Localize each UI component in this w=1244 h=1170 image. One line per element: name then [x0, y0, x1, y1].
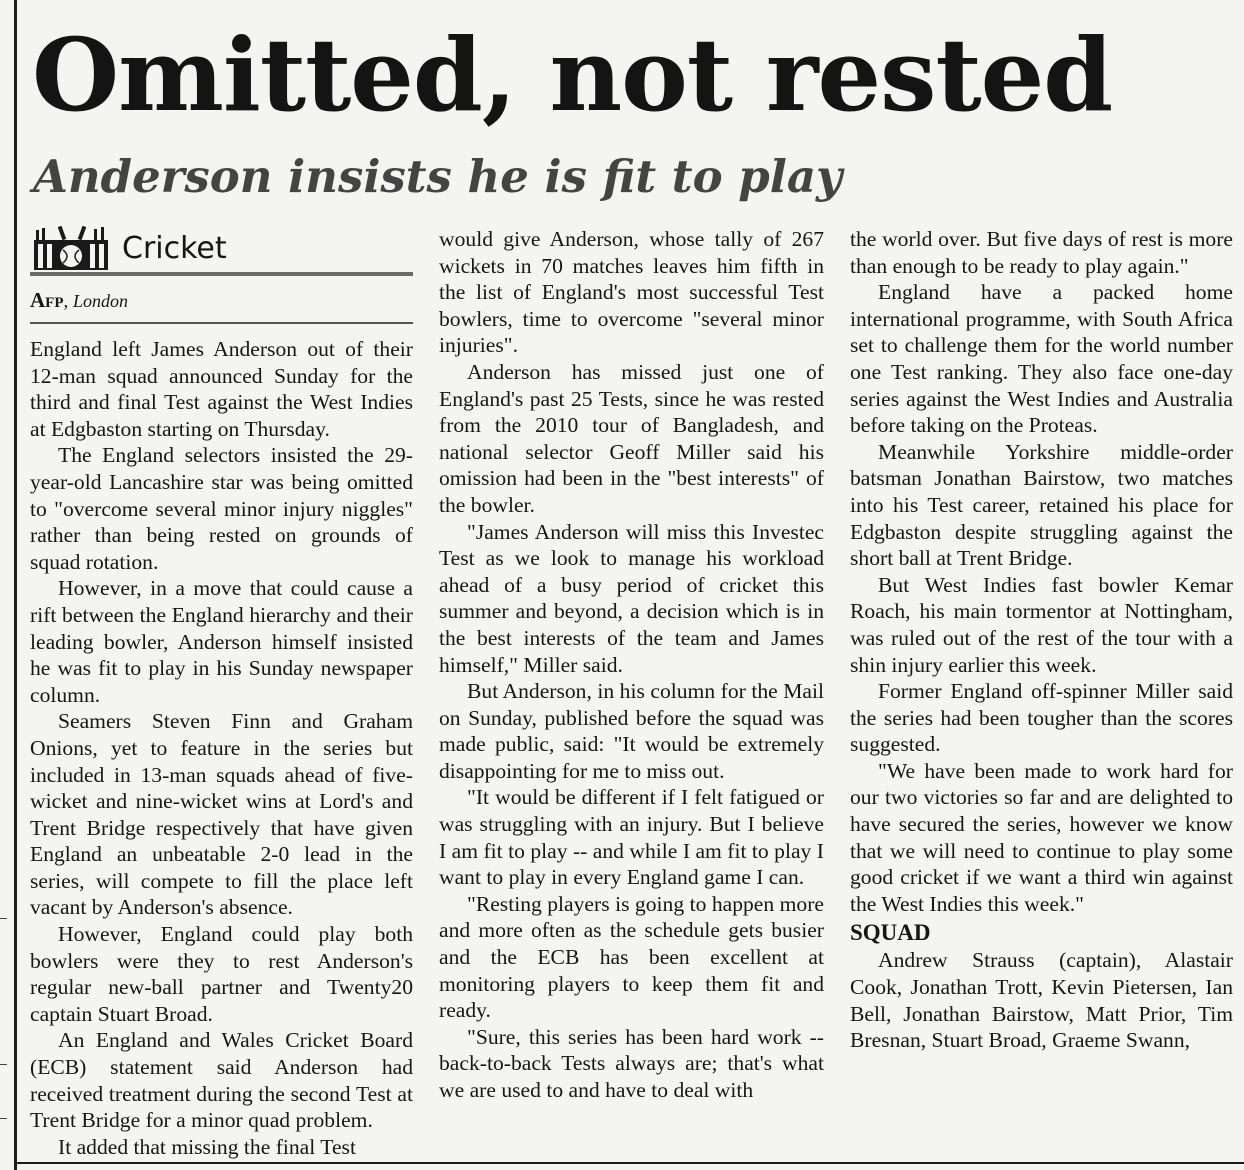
paragraph: would give Anderson, whose tally of 267 wickets in 70 matches leaves him fifth in the list of England's most successful Test bowlers, time to overcome "several minor injuries". [439, 227, 824, 358]
bottom-rule [14, 1162, 1244, 1164]
paragraph: Anderson has missed just one of England's past 25 Tests, since he was rested from the 2010 tour of Bangladesh, and national selector Geoff Miller said his omission had been in the "best interests" of the bowler. [439, 359, 824, 517]
article-column-3 [850, 226, 1233, 1054]
paragraph: "Sure, this series has been hard work -- back-to-back Tests always are; that's what we are used to and have to deal with [439, 1024, 824, 1102]
paragraph: "Resting players is going to happen more and more often as the schedule gets busier and the ECB has been excellent at monitoring players to keep them fit and ready. [439, 891, 824, 1023]
byline-place: London [73, 291, 129, 311]
paragraph: However, in a move that could cause a rift between the England hierarchy and their leading bowler, Anderson himself insisted he was fit to play in his Sunday newspaper column. [30, 576, 413, 707]
edge-mark [0, 1118, 7, 1119]
left-column-rule [14, 0, 17, 1170]
paragraph: "We have been made to work hard for our two victories so far and are delighted to have secured the series, however we know that we will need to continue to play some good cricket if we want a third win against the West Indies this week." [850, 758, 1233, 916]
paragraph: "It would be different if I felt fatigued or was struggling with an injury. But I believe I am fit to play -- and while I am fit to play I want to play in every England game I can. [439, 785, 824, 890]
paragraph: the world over. But five days of rest is more than enough to be ready to play again." [850, 227, 1233, 278]
section-label: Cricket [122, 231, 227, 266]
paragraph: But West Indies fast bowler Kemar Roach, his main tormentor at Nottingham, was ruled out of the rest of the tour with a shin injury earlier this week. [850, 572, 1233, 677]
paragraph: England left James Anderson out of their 12-man squad announced Sunday for the third and final Test against the West Indies at Edgbaston starting on Thursday. [30, 337, 413, 441]
page-edge-marks [0, 0, 12, 1170]
paragraph: The England selectors insisted the 29-year-old Lancashire star was being omitted to "overcome several minor injury niggles" rather than being rested on grounds of squad rotation. [30, 443, 413, 574]
edge-mark [0, 1064, 7, 1065]
paragraph: However, England could play both bowlers were they to rest Anderson's regular new-ball partner and Twenty20 captain Stuart Broad. [30, 922, 413, 1026]
subheadline: Anderson insists he is fit to play [33, 150, 843, 203]
paragraph: England have a packed home international programme, with South Africa set to challenge them for the world number one Test ranking. They also face one-day series against the West Indies and Australia before taking on the Proteas. [850, 280, 1233, 438]
paragraph: But Anderson, in his column for the Mail on Sunday, published before the squad was made public, said: "It would be extremely disappointing for me to miss out. [439, 679, 824, 783]
squad-list: Andrew Strauss (captain), Alastair Cook, Jonathan Trott, Kevin Pietersen, Ian Bell, Jonathan Bairstow, Matt Prior, Tim Bresnan, Stuart Broad, Graeme Swann, [850, 948, 1233, 1053]
paragraph: An England and Wales Cricket Board (ECB) statement said Anderson had received treatment during the second Test at Trent Bridge for a minor quad problem. [30, 1028, 413, 1133]
cricket-icon [30, 226, 112, 270]
squad-title: SQUAD [850, 920, 931, 946]
paragraph: Seamers Steven Finn and Graham Onions, yet to feature in the series but included in 13-man squads ahead of five-wicket and nine-wicket wins at Lord's and Trent Bridge respectively that have given England an unbeatable 2-0 lead in the series, will compete to fill the place left vacant by Anderson's absence. [30, 709, 413, 920]
paragraph: It added that missing the final Test [58, 1134, 356, 1159]
article-column-1 [30, 226, 413, 1160]
paragraph: Former England off-spinner Miller said the series had been tougher than the scores suggested. [850, 679, 1233, 757]
section-header [30, 226, 413, 276]
byline-agency: Afp [30, 288, 64, 312]
headline: Omitted, not rested [32, 16, 1113, 134]
article-column-2 [439, 226, 824, 1104]
edge-mark [0, 918, 7, 919]
paragraph: "James Anderson will miss this Investec Test as we look to manage his workload ahead of a busy period of cricket this summer and beyond, a decision which is in the best interests of the team and James himself," Miller said. [439, 519, 824, 677]
byline: Afp, London [30, 286, 413, 324]
paragraph: Meanwhile Yorkshire middle-order batsman Jonathan Bairstow, two matches into his Test career, retained his place for Edgbaston despite struggling against the short ball at Trent Bridge. [850, 439, 1233, 571]
